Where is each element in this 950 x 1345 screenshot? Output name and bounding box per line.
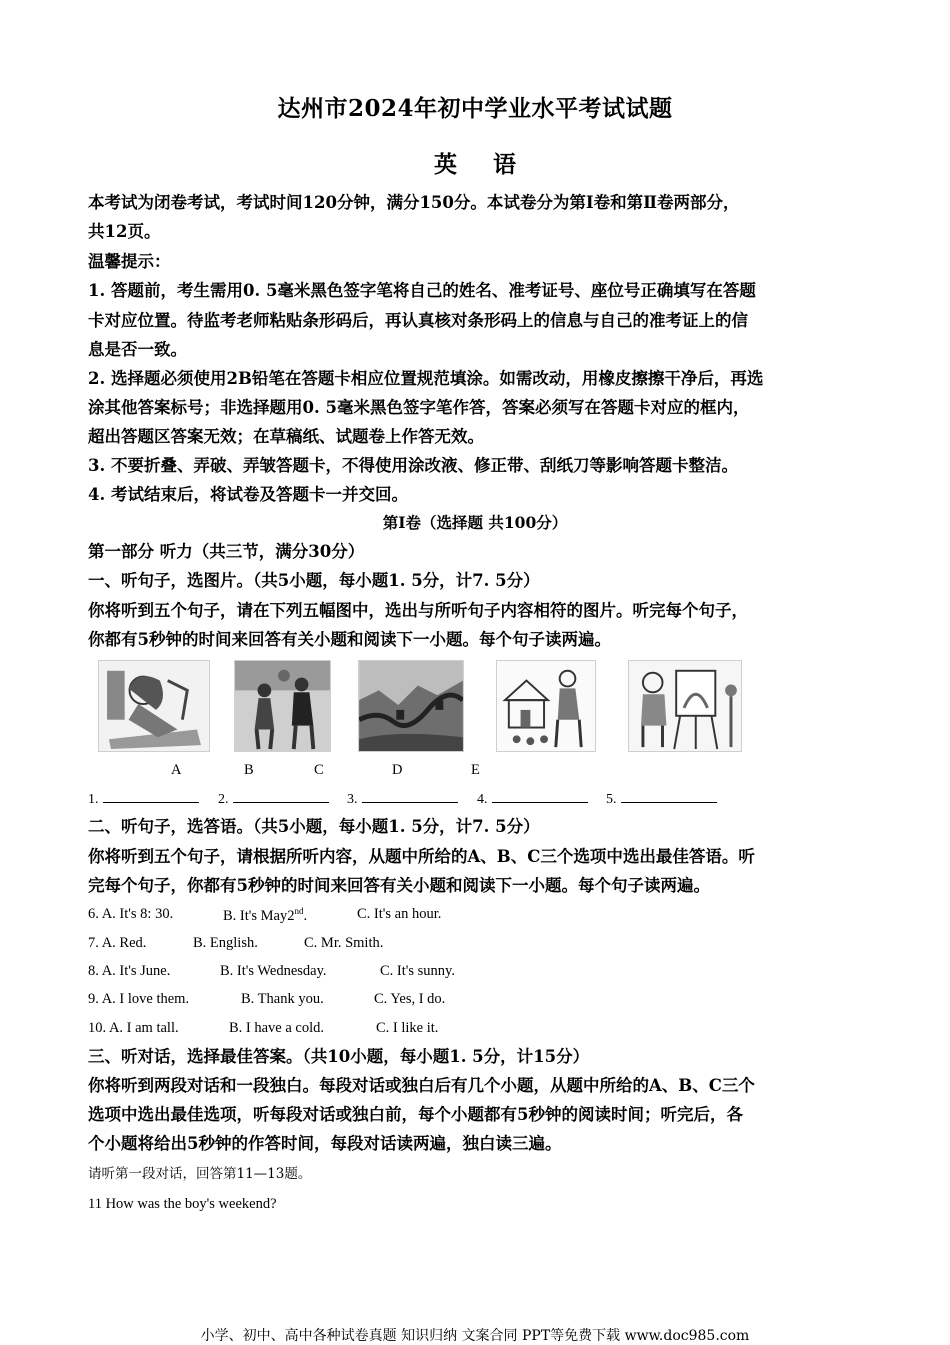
q10-option-b: B. I have a cold. — [229, 1020, 325, 1036]
intro-line: 4. 考试结束后，将试卷及答题卡一并交回。 — [88, 485, 408, 504]
picture-boy-painting — [628, 660, 742, 752]
tips-heading: 温馨提示： — [88, 252, 171, 271]
volume-heading: 第Ⅰ卷（选择题 共100分） — [382, 513, 568, 532]
option-text: B. It's May2 — [223, 907, 295, 924]
page-footer: 小学、初中、高中各种试卷真题 知识归纳 文案合同 PPT等免费下载 www.doc985.com — [200, 1328, 750, 1344]
answer-blank-4[interactable] — [477, 789, 588, 808]
q6-option-b — [223, 906, 307, 925]
blank-number: 4. — [477, 792, 488, 807]
blank-number: 5. — [606, 792, 617, 807]
part1-heading: 第一部分 听力（共三节，满分30分） — [88, 542, 365, 561]
q7-option-a: 7. A. Red. — [88, 935, 147, 951]
picture-label-c: C — [314, 762, 324, 778]
blank-number: 3. — [347, 792, 358, 807]
question-11: 11 How was the boy's weekend? — [88, 1196, 277, 1212]
q9-option-b: B. Thank you. — [241, 991, 324, 1007]
section2-heading: 二、听句子，选答语。（共5小题，每小题1. 5分，计7. 5分） — [88, 817, 540, 836]
section3-instruction: 选项中选出最佳选项，听每段对话或独白前，每个小题都有5秒钟的阅读时间；听完后，各 — [88, 1105, 743, 1124]
section3-heading: 三、听对话，选择最佳答案。（共10小题，每小题1. 5分，计15分） — [88, 1047, 590, 1066]
q10-option-c: C. I like it. — [376, 1020, 439, 1036]
option-text-end: . — [303, 907, 308, 924]
section3-instruction: 你将听到两段对话和一段独白。每段对话或独白后有几个小题，从题中所给的A、B、C三个 — [88, 1076, 755, 1095]
picture-watering-garden — [496, 660, 596, 752]
intro-line: 1. 答题前，考生需用0. 5毫米黑色签字笔将自己的姓名、准考证号、座位号正确填写在答题 — [88, 281, 756, 300]
answer-blank-2[interactable] — [218, 789, 329, 808]
q7-option-b: B. English. — [193, 935, 258, 951]
q8-option-a: 8. A. It's June. — [88, 963, 171, 979]
picture-great-wall — [358, 660, 464, 752]
q8-option-c: C. It's sunny. — [380, 963, 455, 979]
picture-basketball — [234, 660, 331, 752]
intro-line: 涂其他答案标号；非选择题用0. 5毫米黑色签字笔作答，答案必须写在答题卡对应的框内， — [88, 398, 750, 417]
subject-title: 英 语 — [433, 151, 530, 178]
section1-instruction: 你都有5秒钟的时间来回答有关小题和阅读下一小题。每个句子读两遍。 — [88, 630, 611, 649]
intro-line: 3. 不要折叠、弄破、弄皱答题卡，不得使用涂改液、修正带、刮纸刀等影响答题卡整洁。 — [88, 456, 738, 475]
answer-blank-1[interactable] — [88, 789, 199, 808]
blank-number: 1. — [88, 792, 99, 807]
picture-label-e: E — [471, 762, 480, 778]
picture-label-d: D — [392, 762, 403, 778]
section2-instruction: 完每个句子，你都有5秒钟的时间来回答有关小题和阅读下一小题。每个句子读两遍。 — [88, 876, 710, 895]
section1-instruction: 你将听到五个句子，请在下列五幅图中，选出与所听句子内容相符的图片。听完每个句子， — [88, 601, 748, 620]
answer-blank-5[interactable] — [606, 789, 717, 808]
picture-label-b: B — [244, 762, 254, 778]
q9-option-c: C. Yes, I do. — [374, 991, 446, 1007]
q6-option-c: C. It's an hour. — [357, 906, 442, 922]
q8-option-b: B. It's Wednesday. — [220, 963, 327, 979]
section3-instruction: 个小题将给出5秒钟的作答时间，每段对话读两遍，独白读三遍。 — [88, 1134, 562, 1153]
ordinal-suffix: nd — [294, 906, 304, 916]
intro-line: 超出答题区答案无效；在草稿纸、试题卷上作答无效。 — [88, 427, 484, 446]
intro-line: 卡对应位置。待监考老师粘贴条形码后，再认真核对条形码上的信息与自己的准考证上的信 — [88, 311, 748, 330]
intro-line: 息是否一致。 — [88, 340, 187, 359]
picture-label-a: A — [171, 762, 182, 778]
exam-title: 达州市2024年初中学业水平考试试题 — [277, 95, 673, 122]
q6-option-a: 6. A. It's 8: 30. — [88, 906, 174, 922]
q9-option-a: 9. A. I love them. — [88, 991, 190, 1007]
intro-line: 本考试为闭卷考试，考试时间120分钟，满分150分。本试卷分为第Ⅰ卷和第Ⅱ卷两部分， — [88, 193, 740, 212]
picture-girl-writing — [98, 660, 210, 752]
answer-blank-3[interactable] — [347, 789, 458, 808]
section2-instruction: 你将听到五个句子，请根据所听内容，从题中所给的A、B、C三个选项中选出最佳答语。听 — [88, 847, 755, 866]
intro-line: 2. 选择题必须使用2B铅笔在答题卡相应位置规范填涂。如需改动，用橡皮擦擦干净后，再选 — [88, 369, 764, 388]
dialogue-prompt: 请听第一段对话，回答第11—13题。 — [88, 1166, 312, 1182]
q10-option-a: 10. A. I am tall. — [88, 1020, 179, 1036]
section1-heading: 一、听句子，选图片。（共5小题，每小题1. 5分，计7. 5分） — [88, 571, 540, 590]
intro-line: 共12页。 — [88, 222, 161, 241]
q7-option-c: C. Mr. Smith. — [304, 935, 384, 951]
blank-number: 2. — [218, 792, 229, 807]
